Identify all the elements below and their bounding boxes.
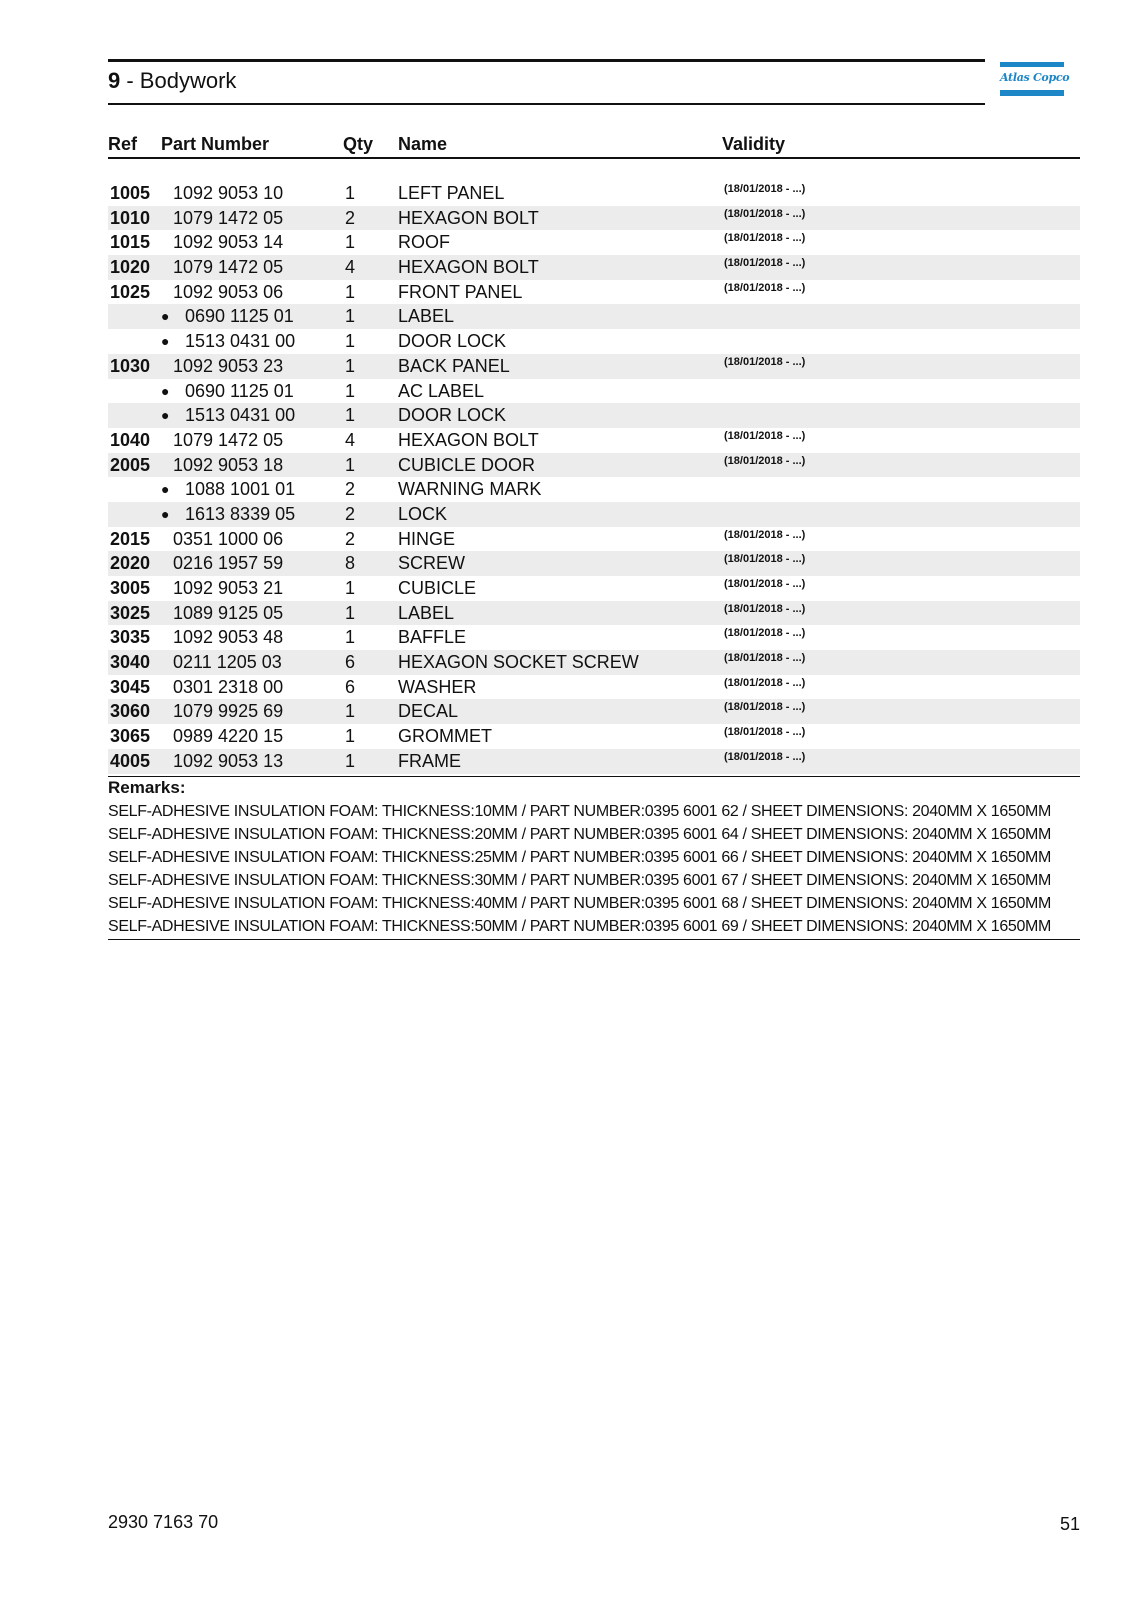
sub-item-bullet-icon: ● [161, 505, 170, 522]
validity-cell: (18/01/2018 - ...) [724, 183, 806, 195]
remark-line: SELF-ADHESIVE INSULATION FOAM: THICKNESS:30MM / PART NUMBER:0395 6001 67 / SHEET DIMENSIONS: 2040MM X 1650MM [108, 872, 1051, 889]
name-cell: LEFT PANEL [398, 183, 505, 203]
qty-cell: 1 [345, 306, 356, 327]
table-row [108, 403, 1080, 428]
ref-cell: 3005 [110, 578, 151, 598]
name-cell: LABEL [398, 306, 455, 327]
qty-cell: 1 [345, 701, 356, 722]
part-number-cell: 1089 9125 05 [173, 602, 284, 623]
table-row [108, 379, 1080, 404]
column-header-validity: Validity [722, 134, 786, 154]
validity-cell: (18/01/2018 - ...) [724, 528, 806, 541]
validity-cell: (18/01/2018 - ...) [724, 207, 806, 220]
document-number: 2930 7163 70 [108, 1512, 219, 1532]
validity-cell: (18/01/2018 - ...) [724, 578, 806, 590]
ref-cell: 3045 [110, 676, 151, 697]
name-cell: HEXAGON BOLT [398, 257, 539, 278]
ref-cell: 1010 [110, 207, 151, 228]
part-number-cell: 1092 9053 06 [173, 281, 284, 302]
remark-line: SELF-ADHESIVE INSULATION FOAM: THICKNESS:40MM / PART NUMBER:0395 6001 68 / SHEET DIMENSIONS: 2040MM X 1650MM [108, 895, 1051, 912]
validity-cell: (18/01/2018 - ...) [724, 355, 806, 368]
validity-cell: (18/01/2018 - ...) [724, 676, 806, 689]
validity-cell: (18/01/2018 - ...) [724, 750, 806, 763]
table-row [108, 502, 1080, 527]
qty-cell: 1 [345, 183, 356, 203]
ref-cell: 1025 [110, 281, 151, 302]
qty-cell: 1 [345, 602, 356, 623]
table-row [108, 576, 1080, 601]
table-row [108, 255, 1080, 280]
part-number-cell: 1092 9053 14 [173, 232, 284, 253]
part-number-cell: 1079 1472 05 [173, 257, 284, 278]
header-rule [108, 157, 1080, 159]
qty-cell: 4 [345, 429, 356, 450]
validity-cell: (18/01/2018 - ...) [724, 429, 806, 442]
ref-cell: 3025 [110, 602, 151, 623]
qty-cell: 2 [345, 479, 356, 500]
ref-cell: 2020 [110, 553, 151, 574]
table-row [108, 724, 1080, 749]
table-row [108, 527, 1080, 552]
part-number-cell: 1092 9053 10 [173, 183, 284, 203]
section-header [108, 59, 985, 105]
validity-cell: (18/01/2018 - ...) [724, 602, 806, 615]
name-cell: HINGE [398, 528, 456, 549]
qty-cell: 1 [345, 627, 356, 648]
table-row [108, 206, 1080, 231]
table-bottom-rule [108, 776, 1080, 777]
qty-cell: 1 [345, 750, 356, 771]
ref-cell: 1005 [110, 183, 151, 203]
validity-cell: (18/01/2018 - ...) [724, 701, 806, 714]
name-cell: WASHER [398, 676, 477, 697]
part-number-cell: 1092 9053 48 [173, 627, 284, 648]
validity-cell: (18/01/2018 - ...) [724, 281, 806, 294]
name-cell: AC LABEL [398, 380, 485, 401]
name-cell: DECAL [398, 701, 459, 722]
table-row [108, 551, 1080, 576]
part-number-cell: 1092 9053 21 [173, 578, 284, 598]
column-header-ref: Ref [108, 134, 138, 154]
table-row [108, 625, 1080, 650]
table-row [108, 601, 1080, 626]
part-number-cell: 1092 9053 13 [173, 750, 284, 771]
name-cell: DOOR LOCK [398, 331, 507, 352]
ref-cell: 2015 [110, 528, 151, 549]
part-number-cell: 0301 2318 00 [173, 676, 284, 697]
remarks-rule [108, 939, 1080, 940]
ref-cell: 1030 [110, 355, 151, 376]
qty-cell: 6 [345, 652, 356, 673]
atlas-copco-logo [1000, 62, 1070, 96]
name-cell: LOCK [398, 503, 448, 524]
logo-text: Atlas Copco [1000, 71, 1070, 84]
table-row [108, 428, 1080, 453]
qty-cell: 2 [345, 503, 356, 524]
remark-line: SELF-ADHESIVE INSULATION FOAM: THICKNESS:20MM / PART NUMBER:0395 6001 64 / SHEET DIMENSIONS: 2040MM X 1650MM [108, 826, 1051, 843]
table-row [108, 354, 1080, 379]
part-number-cell: 1079 9925 69 [173, 701, 284, 722]
ref-cell: 2005 [110, 454, 151, 475]
validity-cell: (18/01/2018 - ...) [724, 553, 806, 566]
part-number-cell: 0690 1125 01 [185, 380, 294, 401]
part-number-cell: 1092 9053 23 [173, 355, 284, 376]
qty-cell: 2 [345, 207, 356, 228]
part-number-cell: 0989 4220 15 [173, 726, 284, 747]
remarks-list [108, 800, 1080, 938]
name-cell: LABEL [398, 602, 455, 623]
parts-table [108, 181, 1080, 774]
column-header-name: Name [398, 134, 448, 154]
qty-cell: 2 [345, 528, 356, 549]
part-number-cell: 0216 1957 59 [173, 553, 284, 574]
ref-cell: 1015 [110, 232, 151, 253]
name-cell: HEXAGON BOLT [398, 207, 539, 228]
remark-line: SELF-ADHESIVE INSULATION FOAM: THICKNESS:10MM / PART NUMBER:0395 6001 62 / SHEET DIMENSIONS: 2040MM X 1650MM [108, 803, 1051, 820]
ref-cell: 3035 [110, 627, 151, 648]
sub-item-bullet-icon: ● [161, 481, 170, 498]
table-row [108, 749, 1080, 774]
column-header-qty: Qty [343, 134, 374, 154]
part-number-cell: 1092 9053 18 [173, 454, 284, 475]
validity-cell: (18/01/2018 - ...) [724, 257, 806, 270]
table-row [108, 304, 1080, 329]
ref-cell: 1040 [110, 429, 151, 450]
table-row [108, 181, 1080, 206]
validity-cell: (18/01/2018 - ...) [724, 627, 806, 640]
part-number-cell: 1613 8339 05 [185, 503, 296, 524]
qty-cell: 1 [345, 726, 356, 747]
name-cell: BACK PANEL [398, 355, 510, 376]
part-number-cell: 1079 1472 05 [173, 429, 284, 450]
section-title [108, 67, 236, 95]
part-number-cell: 1079 1472 05 [173, 207, 284, 228]
table-row [108, 477, 1080, 502]
qty-cell: 1 [345, 355, 356, 376]
section-number: 9 [108, 68, 121, 93]
qty-cell: 1 [345, 380, 356, 401]
name-cell: SCREW [398, 553, 465, 574]
name-cell: GROMMET [398, 726, 492, 747]
name-cell: WARNING MARK [398, 479, 542, 500]
part-number-cell: 1088 1001 01 [185, 479, 296, 500]
validity-cell: (18/01/2018 - ...) [724, 232, 806, 245]
validity-cell: (18/01/2018 - ...) [724, 652, 806, 665]
qty-cell: 1 [345, 405, 356, 426]
sub-item-bullet-icon: ● [161, 333, 170, 350]
qty-cell: 1 [345, 578, 356, 598]
sub-item-bullet-icon: ● [161, 308, 170, 325]
table-row [108, 280, 1080, 305]
ref-cell: 3060 [110, 701, 151, 722]
remarks-title: Remarks: [108, 778, 186, 797]
name-cell: ROOF [398, 232, 450, 253]
name-cell: DOOR LOCK [398, 405, 507, 426]
validity-cell: (18/01/2018 - ...) [724, 454, 806, 467]
qty-cell: 1 [345, 331, 356, 352]
remark-line: SELF-ADHESIVE INSULATION FOAM: THICKNESS:50MM / PART NUMBER:0395 6001 69 / SHEET DIMENSIONS: 2040MM X 1650MM [108, 918, 1051, 935]
part-number-cell: 1513 0431 00 [185, 405, 296, 426]
qty-cell: 1 [345, 232, 356, 253]
part-number-cell: 0211 1205 03 [173, 652, 282, 673]
name-cell: CUBICLE DOOR [398, 454, 536, 475]
part-number-cell: 1513 0431 00 [185, 331, 296, 352]
table-row [108, 329, 1080, 354]
qty-cell: 1 [345, 454, 356, 475]
name-cell: HEXAGON SOCKET SCREW [398, 652, 639, 673]
qty-cell: 8 [345, 553, 356, 574]
qty-cell: 6 [345, 676, 356, 697]
ref-cell: 3065 [110, 726, 151, 747]
table-row [108, 453, 1080, 478]
part-number-cell: 0690 1125 01 [185, 306, 294, 327]
sub-item-bullet-icon: ● [161, 382, 170, 399]
validity-cell: (18/01/2018 - ...) [724, 726, 806, 739]
name-cell: FRONT PANEL [398, 281, 523, 302]
name-cell: FRAME [398, 750, 461, 771]
ref-cell: 1020 [110, 257, 151, 278]
remark-line: SELF-ADHESIVE INSULATION FOAM: THICKNESS:25MM / PART NUMBER:0395 6001 66 / SHEET DIMENSIONS: 2040MM X 1650MM [108, 849, 1051, 866]
sub-item-bullet-icon: ● [161, 407, 170, 424]
table-row [108, 699, 1080, 724]
name-cell: CUBICLE [398, 578, 477, 598]
ref-cell: 4005 [110, 750, 151, 771]
section-name: - Bodywork [120, 68, 237, 93]
table-row [108, 650, 1080, 675]
page-number: 51 [1059, 1514, 1080, 1534]
ref-cell: 3040 [110, 652, 151, 673]
qty-cell: 1 [345, 281, 356, 302]
name-cell: HEXAGON BOLT [398, 429, 539, 450]
table-row [108, 230, 1080, 255]
name-cell: BAFFLE [398, 627, 467, 648]
table-row [108, 675, 1080, 700]
column-header-part-number: Part Number [161, 134, 270, 154]
qty-cell: 4 [345, 257, 356, 278]
part-number-cell: 0351 1000 06 [173, 528, 284, 549]
